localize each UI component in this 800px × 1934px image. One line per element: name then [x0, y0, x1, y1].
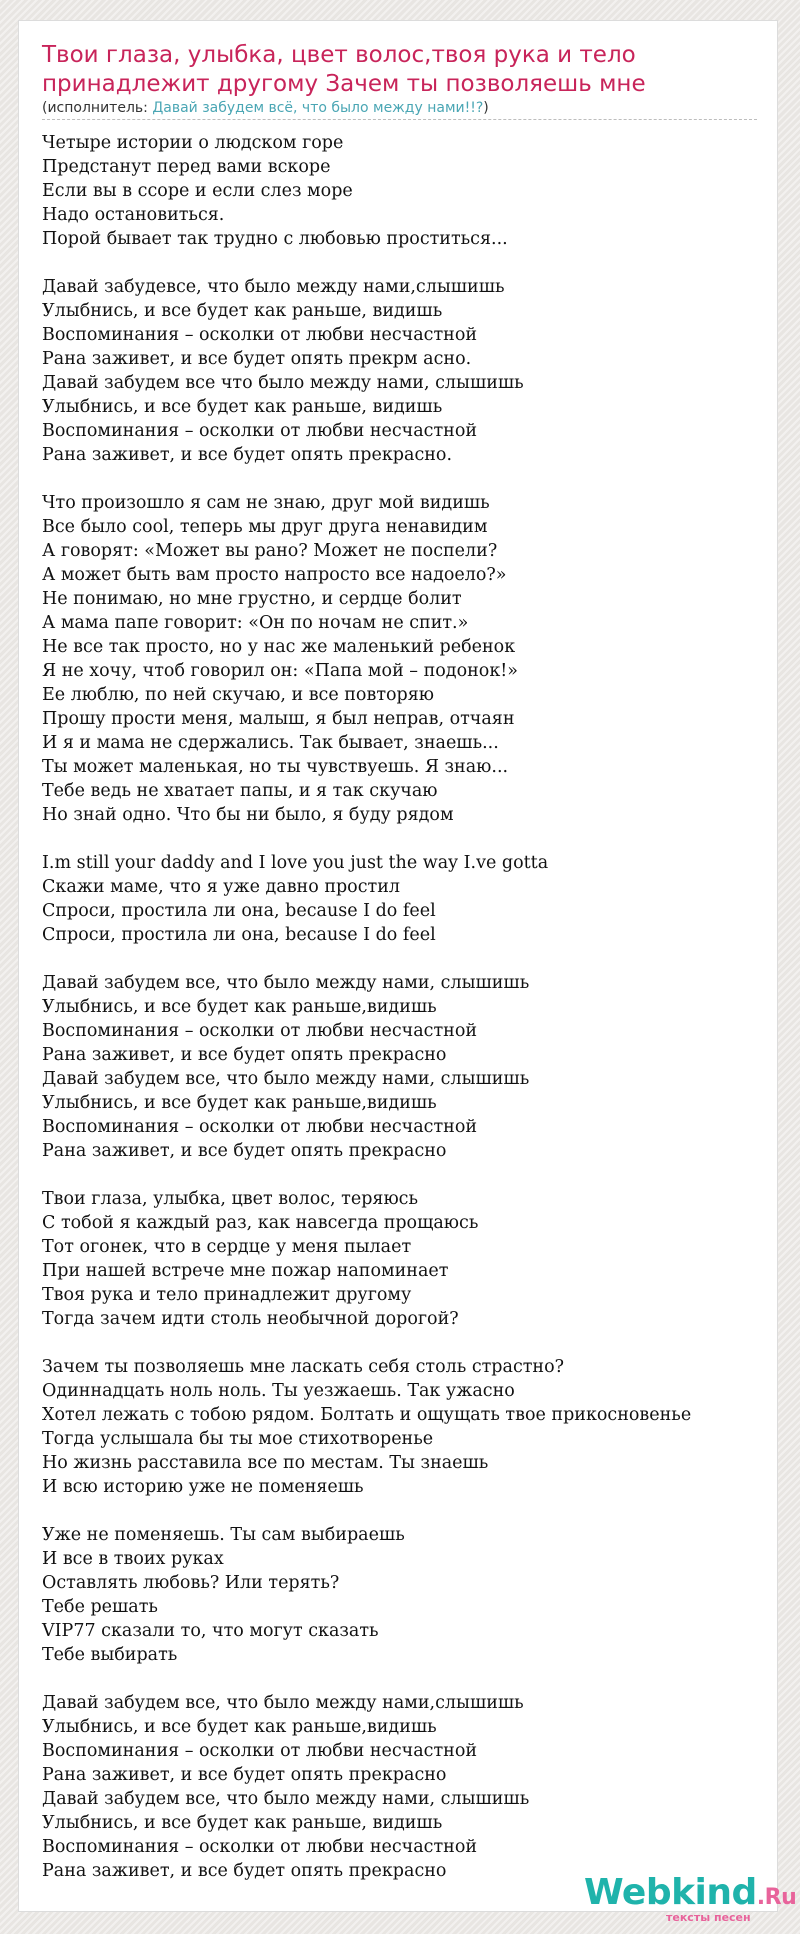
artist-suffix: ) [483, 100, 489, 116]
lyrics-line: Улыбнись, и все будет как раньше,видишь [42, 1717, 437, 1737]
lyrics-text [42, 131, 772, 1907]
lyrics-line: Воспоминания – осколки от любви несчастной [42, 1117, 478, 1137]
lyrics-stanza [42, 1523, 772, 1667]
lyrics-line: Ее люблю, по ней скучаю, и все повторяю [42, 685, 435, 705]
song-title: Твои глаза, улыбка, цвет волос,твоя рука и тело принадлежит другому Зачем ты позволяешь мне [42, 42, 646, 97]
lyrics-stanza [42, 971, 772, 1163]
lyrics-line: Но знай одно. Что бы ни было, я буду рядом [42, 805, 454, 825]
lyrics-line: Но жизнь расставила все по местам. Ты знаешь [42, 1453, 489, 1473]
lyrics-line: Тот огонек, что в сердце у меня пылает [42, 1237, 412, 1257]
lyrics-line: Воспоминания – осколки от любви несчастной [42, 421, 478, 441]
logo-tagline: тексты песен [666, 1911, 751, 1924]
lyrics-line: Тогда услышала бы ты мое стихотворенье [42, 1429, 434, 1449]
lyrics-line: Уже не поменяешь. Ты сам выбираешь [42, 1525, 405, 1545]
lyrics-line: Скажи маме, что я уже давно простил [42, 877, 400, 897]
lyrics-line: Надо остановиться. [42, 205, 225, 225]
lyrics-line: Ты может маленькая, но ты чувствуешь. Я знаю... [42, 757, 509, 777]
lyrics-line: Улыбнись, и все будет как раньше, видишь [42, 1813, 443, 1833]
lyrics-line: Тогда зачем идти столь необычной дорогой? [42, 1309, 459, 1329]
lyrics-line: Тебе выбирать [42, 1645, 178, 1665]
lyrics-stanza [42, 1355, 772, 1499]
lyrics-line: Хотел лежать с тобою рядом. Болтать и ощущать твое прикосновенье [42, 1405, 692, 1425]
lyrics-line: Улыбнись, и все будет как раньше,видишь [42, 1093, 437, 1113]
lyrics-stanza [42, 491, 772, 827]
lyrics-line: При нашей встрече мне пожар напоминает [42, 1261, 449, 1281]
lyrics-line: Давай забудем все, что было между нами, слышишь [42, 973, 530, 993]
artist-link[interactable]: Давай забудем всё, что было между нами!!? [152, 100, 484, 116]
lyrics-line: Воспоминания – осколки от любви несчастной [42, 1021, 478, 1041]
lyrics-line: Не все так просто, но у нас же маленький ребенок [42, 637, 516, 657]
lyrics-line: Рана заживет, и все будет опять прекрм асно. [42, 349, 472, 369]
lyrics-card [18, 20, 797, 1924]
lyrics-line: Спроси, простила ли она, because I do feel [42, 901, 436, 921]
lyrics-line: Рана заживет, и все будет опять прекрасно [42, 1861, 447, 1881]
lyrics-line: А говорят: «Может вы рано? Может не поспели? [42, 541, 498, 561]
lyrics-stanza [42, 1187, 772, 1331]
lyrics-line: Если вы в ссоре и если слез море [42, 181, 353, 201]
lyrics-line: И всю историю уже не поменяешь [42, 1477, 364, 1497]
logo-name: Webkind [584, 1872, 757, 1913]
lyrics-line: Твоя рука и тело принадлежит другому [42, 1285, 412, 1305]
artist-prefix: (исполнитель: [42, 100, 153, 116]
lyrics-line: Воспоминания – осколки от любви несчастной [42, 1741, 478, 1761]
lyrics-line: Твои глаза, улыбка, цвет волос, теряюсь [42, 1189, 419, 1209]
lyrics-line: А мама папе говорит: «Он по ночам не спит.» [42, 613, 469, 633]
lyrics-line: Улыбнись, и все будет как раньше,видишь [42, 997, 437, 1017]
lyrics-line: Порой бывает так трудно с любовью проститься... [42, 229, 508, 249]
lyrics-line: Рана заживет, и все будет опять прекрасно [42, 1141, 447, 1161]
lyrics-line: Я не хочу, чтоб говорил он: «Папа мой – подонок!» [42, 661, 518, 681]
lyrics-line: Предстанут перед вами вскоре [42, 157, 331, 177]
lyrics-line: Рана заживет, и все будет опять прекрасно. [42, 445, 453, 465]
lyrics-line: Оставлять любовь? Или терять? [42, 1573, 340, 1593]
lyrics-line: Улыбнись, и все будет как раньше, видишь [42, 397, 443, 417]
lyrics-stanza [42, 131, 772, 251]
logo-suffix: .Ru [756, 1885, 797, 1910]
lyrics-line: Рана заживет, и все будет опять прекрасно [42, 1765, 447, 1785]
lyrics-line: Одиннадцать ноль ноль. Ты уезжаешь. Так ужасно [42, 1381, 515, 1401]
lyrics-line: Давай забудем все, что было между нами, слышишь [42, 1789, 530, 1809]
lyrics-line: Не понимаю, но мне грустно, и сердце болит [42, 589, 462, 609]
lyrics-stanza [42, 1691, 772, 1883]
lyrics-line: Что произошло я сам не знаю, друг мой видишь [42, 493, 490, 513]
lyrics-line: Воспоминания – осколки от любви несчастной [42, 325, 478, 345]
lyrics-line: Улыбнись, и все будет как раньше, видишь [42, 301, 443, 321]
lyrics-line: Все было cool, теперь мы друг друга ненавидим [42, 517, 488, 537]
lyrics-line: Тебе решать [42, 1597, 158, 1617]
lyrics-line: Прошу прости меня, малыш, я был неправ, отчаян [42, 709, 515, 729]
lyrics-line: VIP77 сказали то, что могут сказать [42, 1621, 379, 1641]
lyrics-line: Давай забудем все, что было между нами, слышишь [42, 1069, 530, 1089]
lyrics-line: I.m still your daddy and I love you just the way I.ve gotta [42, 853, 549, 873]
lyrics-line: И все в твоих руках [42, 1549, 224, 1569]
lyrics-line: Давай забудевсе, что было между нами,слышишь [42, 277, 505, 297]
lyrics-line: Четыре истории о людском горе [42, 133, 344, 153]
lyrics-line: Давай забудем все что было между нами, слышишь [42, 373, 524, 393]
lyrics-line: Тебе ведь не хватает папы, и я так скучаю [42, 781, 438, 801]
lyrics-stanza [42, 275, 772, 467]
lyrics-stanza [42, 851, 772, 947]
site-logo[interactable] [584, 1872, 797, 1927]
lyrics-line: Давай забудем все, что было между нами,слышишь [42, 1693, 524, 1713]
lyrics-line: Зачем ты позволяешь мне ласкать себя столь страстно? [42, 1357, 565, 1377]
lyrics-line: Спроси, простила ли она, because I do feel [42, 925, 436, 945]
lyrics-line: И я и мама не сдержались. Так бывает, знаешь... [42, 733, 499, 753]
lyrics-line: А может быть вам просто напросто все надоело?» [42, 565, 507, 585]
lyrics-line: Воспоминания – осколки от любви несчастной [42, 1837, 478, 1857]
artist-line [42, 99, 757, 120]
lyrics-line: Рана заживет, и все будет опять прекрасно [42, 1045, 447, 1065]
lyrics-line: С тобой я каждый раз, как навсегда прощаюсь [42, 1213, 479, 1233]
